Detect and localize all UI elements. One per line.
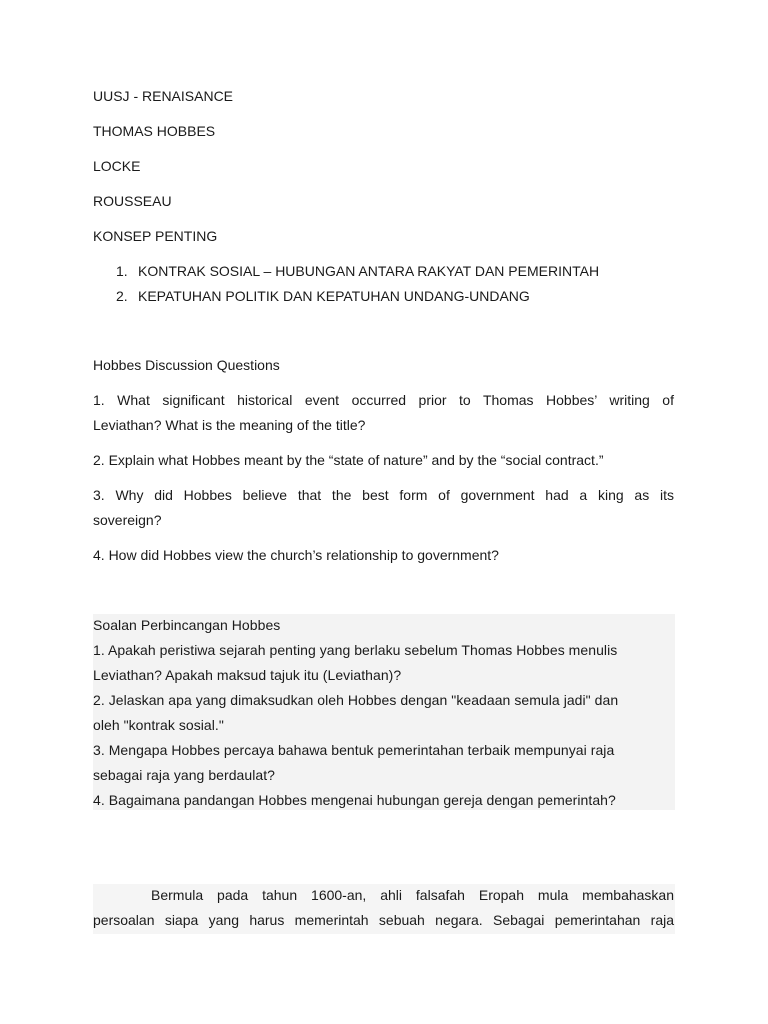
- list-text: KONTRAK SOSIAL – HUBUNGAN ANTARA RAKYAT DAN PEMERINTAH: [138, 263, 600, 279]
- question-3-line-2: sovereign?: [93, 512, 162, 528]
- list-number: 1.: [116, 263, 128, 279]
- question-1-line-1: 1. What significant historical event occurred prior to Thomas Hobbes’ writing of: [93, 392, 674, 408]
- soalan-line: 4. Bagaimana pandangan Hobbes mengenai hubungan gereja dengan pemerintah?: [93, 792, 616, 808]
- heading-locke: LOCKE: [93, 158, 141, 174]
- paragraph-line-1: Bermula pada tahun 1600-an, ahli falsafah Eropah mula membahaskan: [151, 887, 674, 903]
- list-text: KEPATUHAN POLITIK DAN KEPATUHAN UNDANG-UNDANG: [138, 288, 530, 304]
- question-4: 4. How did Hobbes view the church’s relationship to government?: [93, 547, 499, 563]
- soalan-heading: Soalan Perbincangan Hobbes: [93, 617, 281, 633]
- question-1-line-2: Leviathan? What is the meaning of the title?: [93, 417, 366, 433]
- soalan-line: 3. Mengapa Hobbes percaya bahawa bentuk pemerintahan terbaik mempunyai raja: [93, 742, 615, 758]
- list-item: [116, 288, 530, 304]
- question-3-line-1: 3. Why did Hobbes believe that the best form of government had a king as its: [93, 487, 674, 503]
- heading-konsep-penting: KONSEP PENTING: [93, 228, 218, 244]
- soalan-line: sebagai raja yang berdaulat?: [93, 767, 275, 783]
- questions-heading: Hobbes Discussion Questions: [93, 357, 280, 373]
- soalan-line: 1. Apakah peristiwa sejarah penting yang berlaku sebelum Thomas Hobbes menulis: [93, 642, 618, 658]
- list-number: 2.: [116, 288, 128, 304]
- soalan-line: oleh "kontrak sosial.": [93, 717, 224, 733]
- soalan-line: 2. Jelaskan apa yang dimaksudkan oleh Hobbes dengan "keadaan semula jadi" dan: [93, 692, 619, 708]
- title-uusj: UUSJ - RENAISANCE: [93, 88, 234, 104]
- list-item: [116, 263, 599, 279]
- heading-thomas-hobbes: THOMAS HOBBES: [93, 123, 216, 139]
- soalan-line: Leviathan? Apakah maksud tajuk itu (Leviathan)?: [93, 667, 402, 683]
- question-2: 2. Explain what Hobbes meant by the “state of nature” and by the “social contract.”: [93, 452, 604, 468]
- paragraph-line-2: persoalan siapa yang harus memerintah sebuah negara. Sebagai pemerintahan raja: [93, 912, 674, 928]
- heading-rousseau: ROUSSEAU: [93, 193, 172, 209]
